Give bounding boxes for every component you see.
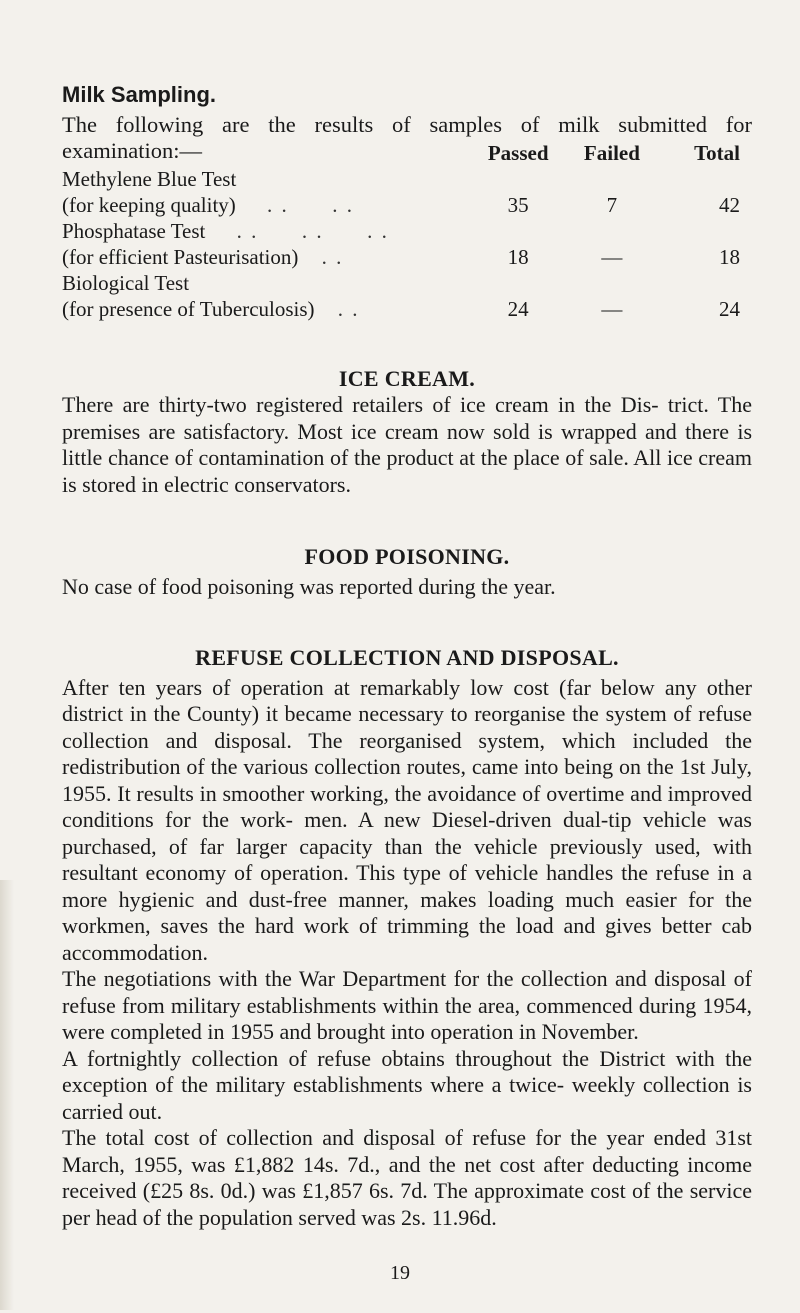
refuse-paragraph-1: After ten years of operation at remarkably low cost (far below any other district in the County) it became necessary to reorganise the system of refuse collection and disposal. The reorganised system, which included the redistribution of the various collection routes, came into being on the 1st July, 1955. It results in smoother working, the avoidance of overtime and improved conditions for the work- men. A new Diesel-driven dual-tip vehicle was purchased, of far larger capacity than the vehicle previously used, with resultant economy of operation. This type of vehicle handles the refuse in a more hygienic and dust-free manner, makes loading much easier for the workmen, saves the hard work of trimming the load and gives better cab accommodation.: [62, 674, 752, 965]
page-edge-shadow: [0, 880, 14, 1310]
document-page: [62, 82, 752, 1231]
total-value: 24: [719, 297, 740, 321]
failed-value: 7: [606, 193, 618, 217]
refuse-heading: REFUSE COLLECTION AND DISPOSAL.: [195, 644, 619, 670]
failed-value: —: [601, 297, 623, 321]
milk-results-table: [62, 140, 752, 322]
table-row: [62, 270, 752, 296]
passed-value: 18: [507, 245, 529, 269]
test-name: Phosphatase Test: [62, 219, 206, 243]
table-row: [62, 244, 752, 270]
table-row: [62, 218, 752, 244]
passed-value: 35: [507, 193, 529, 217]
test-purpose: (for presence of Tuberculosis): [62, 297, 315, 321]
leader-dots: . .: [337, 297, 360, 321]
leader-dots: . .: [321, 245, 344, 269]
page-number: 19: [390, 1262, 410, 1284]
col-failed: Failed: [583, 141, 640, 165]
milk-sampling-heading: Milk Sampling.: [62, 82, 217, 107]
total-value: 18: [719, 245, 740, 269]
food-poisoning-text: No case of food poisoning was reported during the year.: [62, 574, 556, 599]
refuse-paragraph-3: A fortnightly collection of refuse obtains throughout the District with the exception of the military establishments where a twice- weekly collection is carried out.: [62, 1045, 752, 1124]
ice-cream-text: There are thirty-two registered retailers of ice cream in the Dis- trict. The premises are satisfactory. Most ice cream now sold is wrapped and there is little chance of contamination of the product at the place of sale. All ice cream is stored in electric conservators.: [62, 392, 752, 497]
test-name: Methylene Blue Test: [62, 167, 237, 191]
leader-dots: . . . . . .: [236, 219, 389, 243]
table-row: [62, 296, 752, 322]
col-total: Total: [694, 141, 740, 165]
ice-cream-heading: ICE CREAM.: [338, 366, 476, 391]
test-purpose: (for keeping quality): [62, 193, 236, 217]
table-row: [62, 166, 752, 192]
refuse-paragraph-4: The total cost of collection and disposal of refuse for the year ended 31st March, 1955, was £1,882 14s. 7d., and the net cost after deducting income received (£25 8s. 0d.) was £1,857 6s. 7d. The approximate cost of the service per head of the population served was 2s. 11.96d.: [62, 1125, 752, 1230]
refuse-paragraph-2: The negotiations with the War Department for the collection and disposal of refuse from military establishments within the area, commenced during 1954, were completed in 1955 and brought into operation in November.: [62, 966, 752, 1044]
test-purpose: (for efficient Pasteurisation): [62, 245, 299, 269]
milk-intro-line2: examination:—: [62, 138, 202, 163]
test-name: Biological Test: [62, 271, 190, 295]
passed-value: 24: [507, 297, 529, 321]
failed-value: —: [601, 245, 623, 269]
col-passed: Passed: [487, 141, 549, 165]
milk-intro-line1: The following are the results of samples of milk submitted for: [62, 112, 752, 137]
leader-dots: . . . .: [267, 193, 355, 217]
total-value: 42: [719, 193, 740, 217]
table-row: [62, 192, 752, 218]
food-poisoning-heading: FOOD POISONING.: [304, 544, 510, 569]
